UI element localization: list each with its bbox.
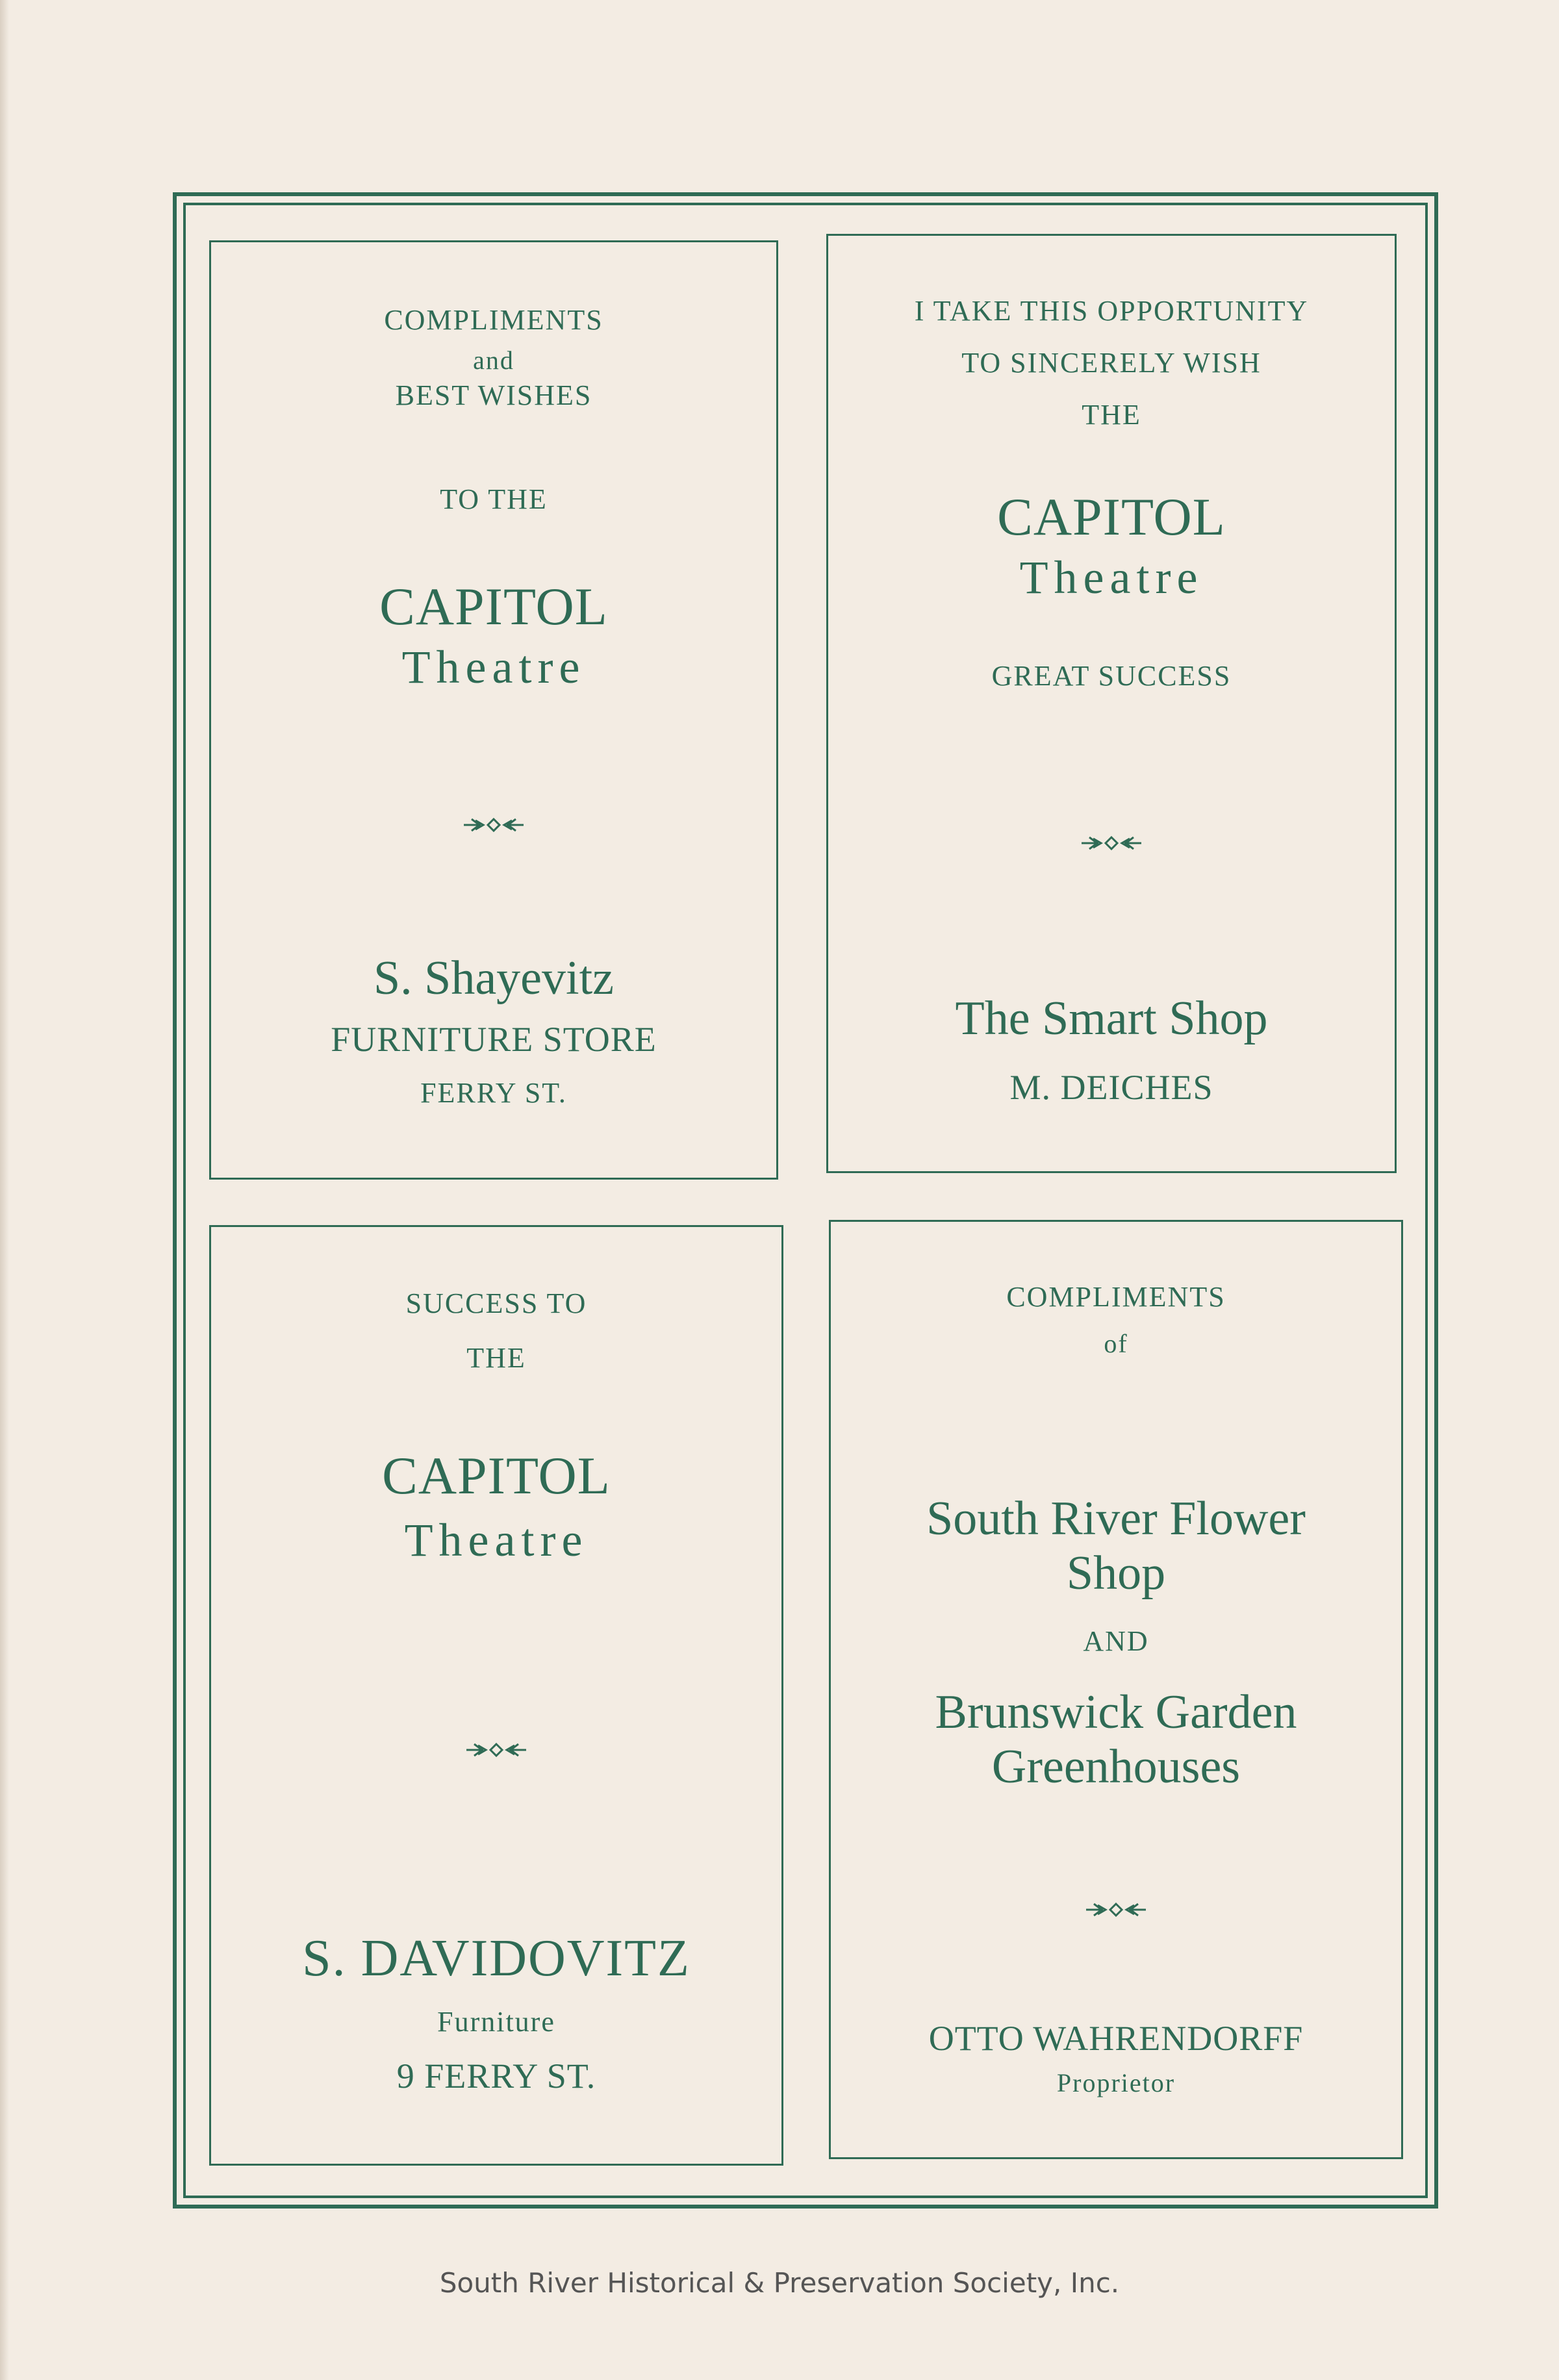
capitol-heading: CAPITOL (379, 577, 608, 636)
proprietor-name: OTTO WAHRENDORFF (928, 2019, 1304, 2058)
business-name: Brunswick Garden (935, 1686, 1297, 1739)
capitol-heading: CAPITOL (382, 1446, 611, 1505)
business-name: The Smart Shop (955, 992, 1268, 1045)
ad-smart-shop (826, 234, 1397, 1173)
ad-line: FURNITURE STORE (331, 1020, 657, 1059)
floral-ornament-icon (461, 815, 526, 835)
ad-line: and (473, 346, 514, 375)
floral-ornament-icon (464, 1740, 529, 1760)
ad-line: BEST WISHES (395, 379, 592, 411)
business-name: S. DAVIDOVITZ (302, 1930, 691, 1987)
ad-line: COMPLIMENTS (384, 304, 603, 336)
theatre-heading: Theatre (1019, 551, 1204, 603)
address: 9 FERRY ST. (396, 2057, 596, 2095)
footer-credit: South River Historical & Preservation Society, Inc. (439, 2267, 1120, 2299)
ad-shayevitz (209, 240, 778, 1180)
ad-line: Furniture (437, 2006, 555, 2038)
ad-line: THE (1082, 399, 1141, 431)
ad-line: THE (466, 1342, 526, 1374)
business-name: South River Flower (926, 1492, 1306, 1545)
business-name: S. Shayevitz (374, 952, 614, 1005)
ad-davidovitz (209, 1225, 783, 2166)
ad-line: COMPLIMENTS (1006, 1281, 1226, 1313)
proprietor-name: M. DEICHES (1009, 1068, 1213, 1107)
ad-line: TO SINCERELY WISH (961, 347, 1261, 379)
theatre-heading: Theatre (401, 641, 586, 693)
ad-flower-shop (829, 1220, 1403, 2159)
capitol-heading: CAPITOL (997, 487, 1226, 546)
ad-line: GREAT SUCCESS (991, 660, 1232, 692)
ad-line: of (1104, 1329, 1128, 1358)
ad-line: AND (1083, 1625, 1149, 1657)
floral-ornament-icon (1084, 1900, 1148, 1919)
ad-line: I TAKE THIS OPPORTUNITY (914, 295, 1309, 327)
business-name: Greenhouses (991, 1740, 1241, 1793)
ad-line: SUCCESS TO (405, 1287, 587, 1319)
address: FERRY ST. (420, 1077, 567, 1109)
page-edge (0, 0, 9, 2380)
theatre-heading: Theatre (404, 1514, 589, 1566)
ad-line: TO THE (440, 483, 548, 515)
floral-ornament-icon (1079, 833, 1144, 853)
business-name: Shop (1066, 1547, 1166, 1600)
proprietor-title: Proprietor (1056, 2068, 1176, 2097)
